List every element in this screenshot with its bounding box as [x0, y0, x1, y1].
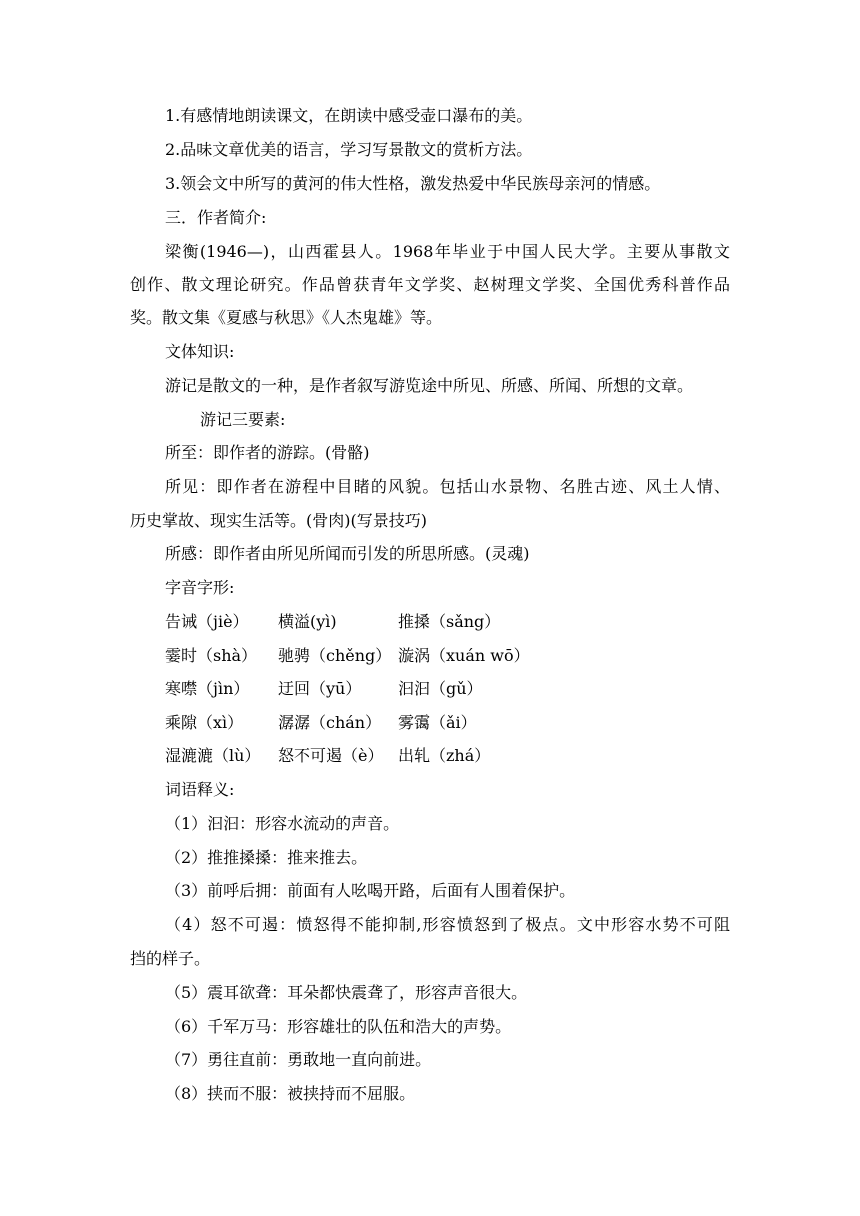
vocabulary-item: （2）推推搡搡：推来推去。 — [165, 848, 368, 867]
genre-heading: 文体知识: — [165, 342, 235, 361]
pronunciation-item: 霎时（shà） — [165, 646, 258, 665]
pronunciation-item: 横溢(yì) — [278, 612, 337, 631]
pronunciation-item: 湿漉漉（lù） — [165, 746, 261, 765]
vocabulary-item: （6）千军万马：形容雄壮的队伍和浩大的声势。 — [165, 1017, 512, 1036]
element-suozhi: 所至：即作者的游踪。(骨骼) — [165, 443, 370, 462]
pronunciation-item: 出轧（zhá） — [398, 746, 491, 765]
vocabulary-item-continued: 挡的样子。 — [130, 949, 211, 968]
pronunciation-heading: 字音字形: — [165, 578, 235, 597]
genre-definition: 游记是散文的一种，是作者叙写游览途中所见、所感、所闻、所想的文章。 — [165, 376, 694, 395]
element-suogan: 所感：即作者由所见所闻而引发的所思所感。(灵魂) — [165, 544, 530, 563]
pronunciation-item: 寒噤（jìn） — [165, 679, 250, 698]
author-line-1: 梁衡(1946—)，山西霍县人。1968年毕业于中国人民大学。主要从事散文 — [165, 242, 730, 261]
vocabulary-heading: 词语释义: — [165, 780, 235, 799]
objective-3: 3.领会文中所写的黄河的伟大性格，激发热爱中华民族母亲河的情感。 — [165, 174, 661, 193]
pronunciation-item: 驰骋（chěng） — [278, 646, 392, 665]
objective-2: 2.品味文章优美的语言，学习写景散文的赏析方法。 — [165, 140, 533, 159]
pronunciation-item: 推搡（sǎng） — [398, 612, 501, 631]
pronunciation-item: 潺潺（chán） — [278, 713, 382, 732]
element-suojian-line-2: 历史掌故、现实生活等。(骨肉)(写景技巧) — [130, 511, 427, 530]
author-line-2: 创作、散文理论研究。作品曾获青年文学奖、赵树理文学奖、全国优秀科普作品 — [130, 275, 730, 294]
pronunciation-item: 迂回（yū） — [278, 679, 362, 698]
pronunciation-item: 雾霭（ǎi） — [398, 713, 477, 732]
vocabulary-item: （5）震耳欲聋：耳朵都快震聋了，形容声音很大。 — [165, 983, 528, 1002]
pronunciation-item: 乘隙（xì） — [165, 713, 244, 732]
vocabulary-item: （8）挟而不服：被挟持而不屈服。 — [165, 1084, 416, 1103]
pronunciation-item: 告诫（jiè） — [165, 612, 249, 631]
objective-1: 1.有感情地朗读课文，在朗读中感受壶口瀑布的美。 — [165, 106, 533, 125]
pronunciation-item: 怒不可遏（è） — [278, 746, 384, 765]
vocabulary-item: （1）汩汩：形容水流动的声音。 — [165, 814, 400, 833]
pronunciation-item: 汩汩（gǔ） — [398, 679, 483, 698]
pronunciation-item: 漩涡（xuán wō） — [398, 646, 530, 665]
vocabulary-item: （3）前呼后拥：前面有人吆喝开路，后面有人围着保护。 — [165, 881, 576, 900]
element-suojian-line-1: 所见：即作者在游程中目睹的风貌。包括山水景物、名胜古迹、风土人情、 — [165, 477, 730, 496]
author-heading: 三．作者简介: — [165, 208, 267, 227]
author-line-3: 奖。散文集《夏感与秋思》《人杰鬼雄》等。 — [130, 308, 443, 327]
travel-elements-heading: 游记三要素: — [200, 410, 286, 429]
vocabulary-item: （7）勇往直前：勇敢地一直向前进。 — [165, 1050, 432, 1069]
vocabulary-item: （4）怒不可遏：愤怒得不能抑制,形容愤怒到了极点。文中形容水势不可阻 — [165, 915, 730, 934]
